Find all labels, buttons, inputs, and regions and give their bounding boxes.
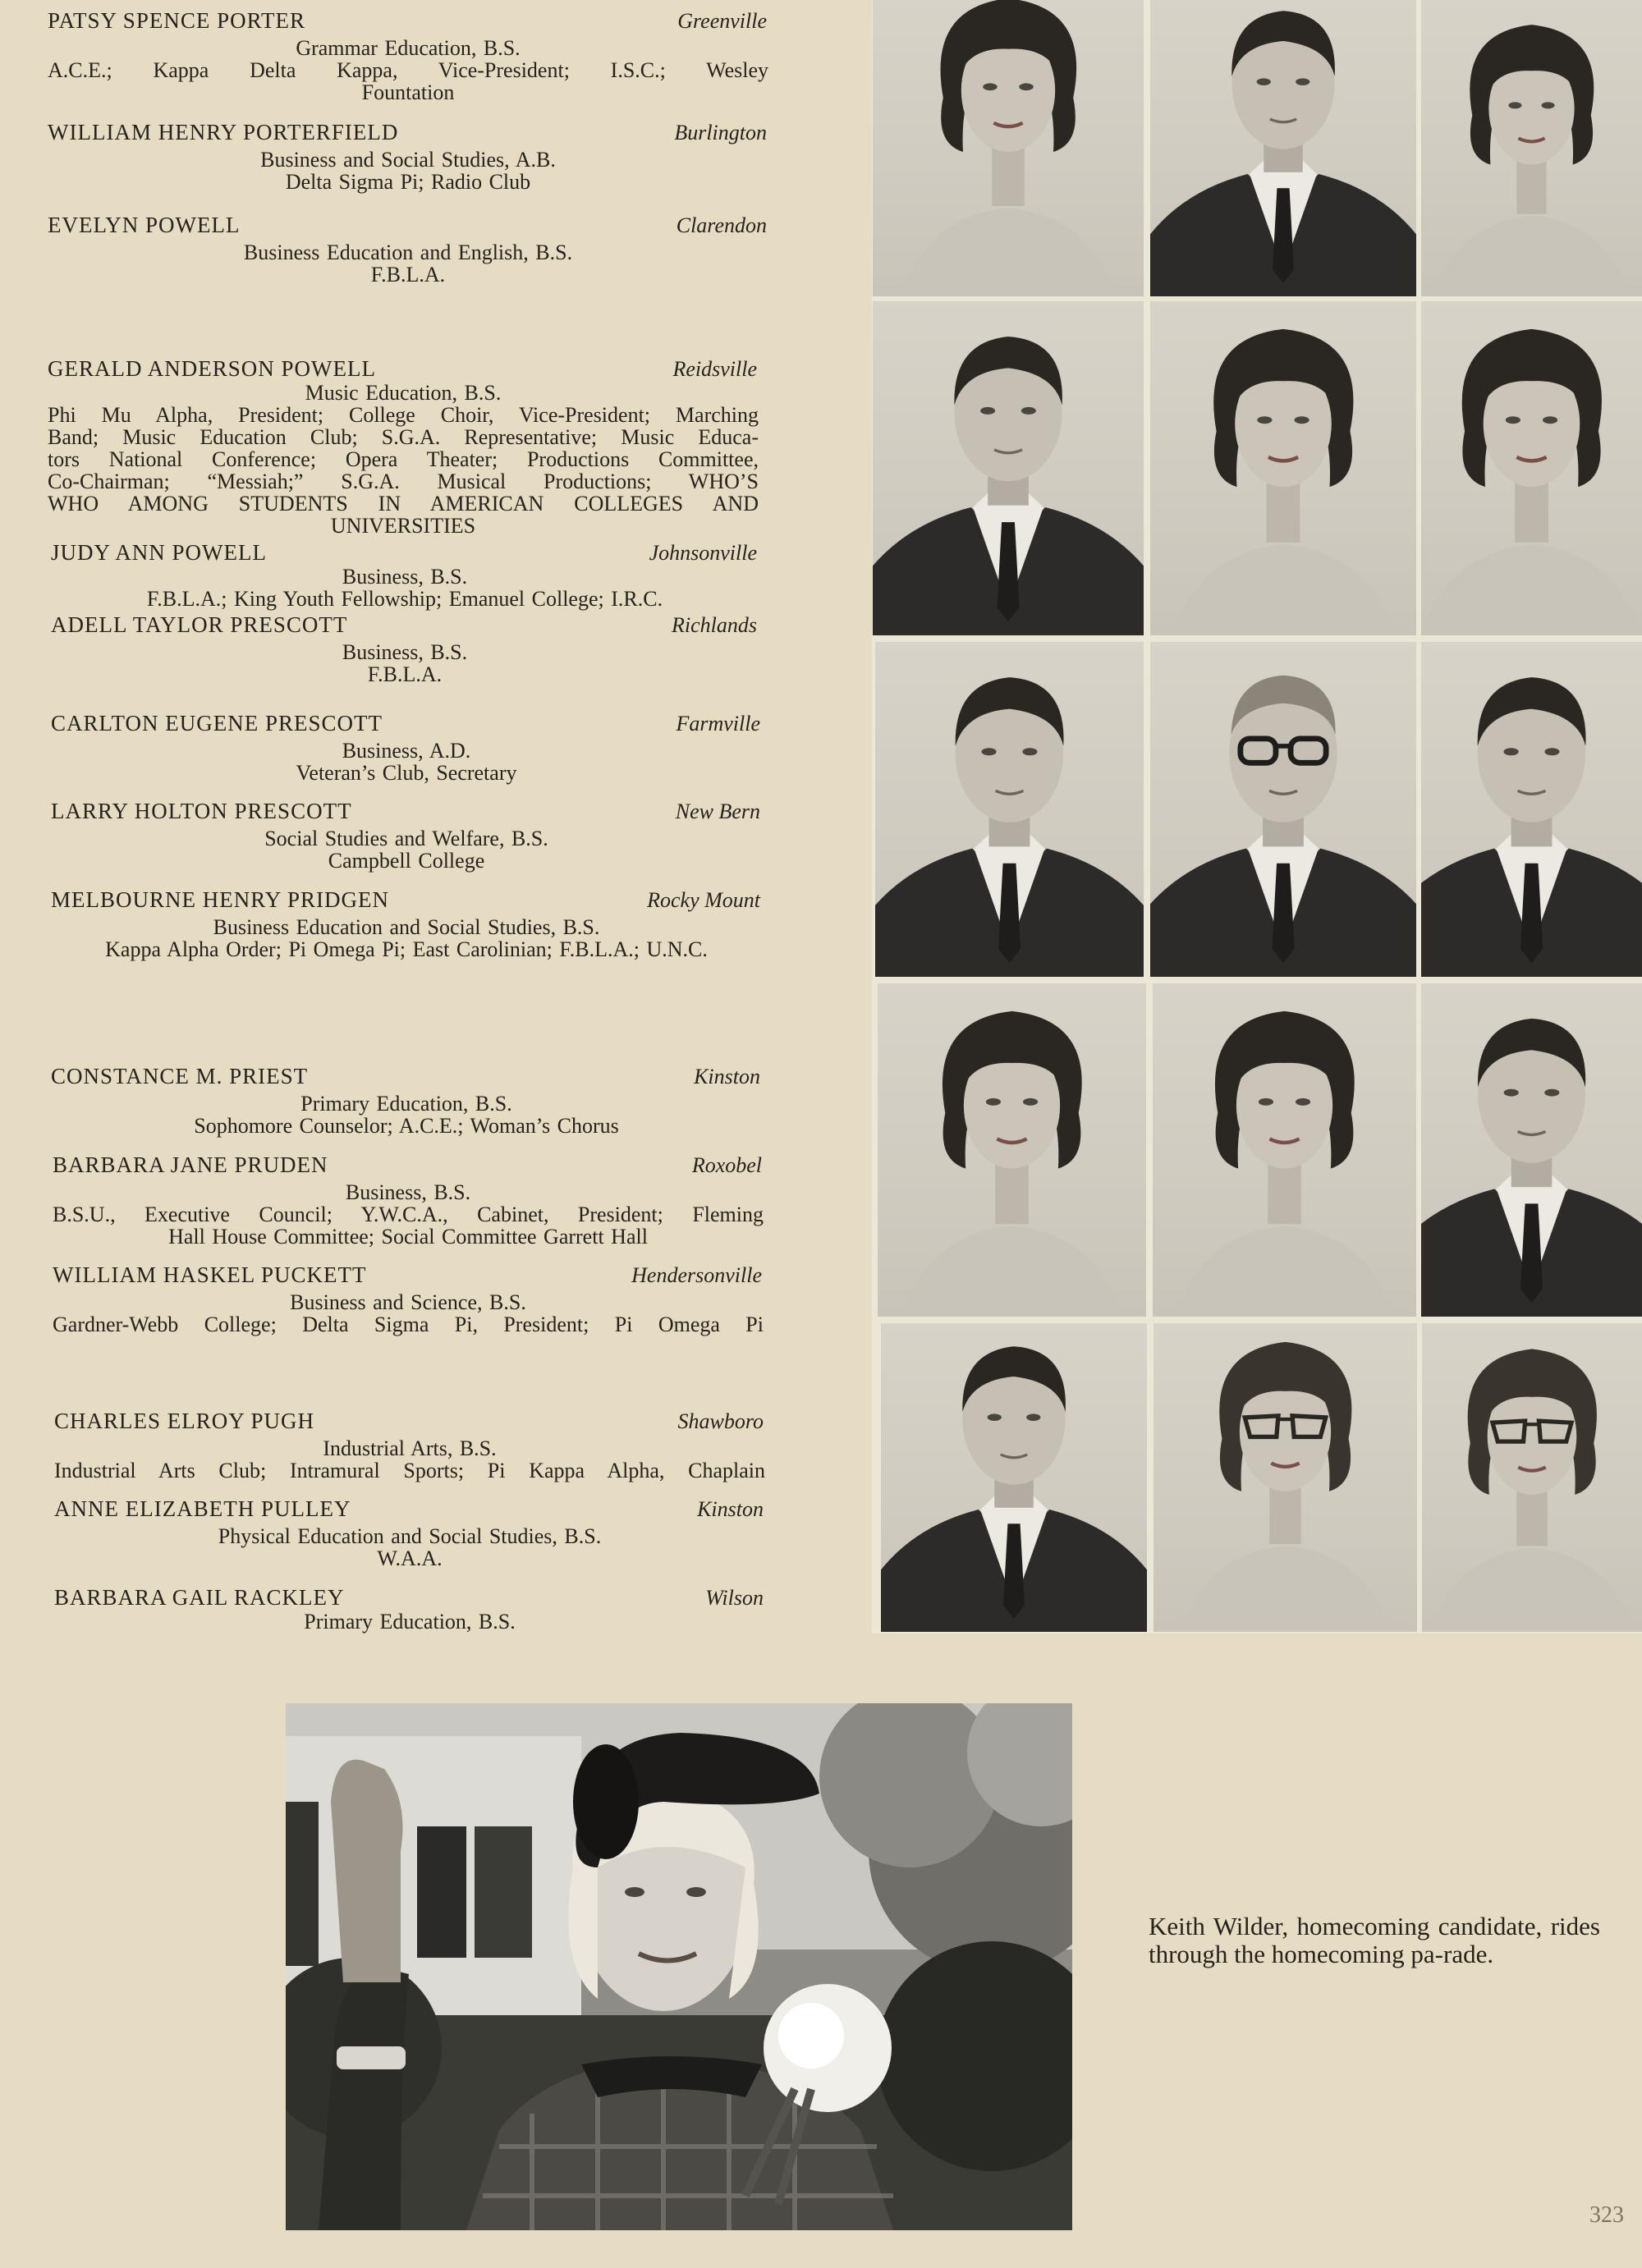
student-entry — [48, 120, 768, 193]
student-activities: Veteran’s Club, Secretary — [296, 761, 517, 785]
student-degree: Business Education and English, B.S. — [243, 241, 573, 264]
student-hometown: Clarendon — [676, 213, 767, 237]
student-entry — [51, 799, 762, 872]
student-activities: Hall House Committee; Social Committee Garrett Hall — [168, 1225, 648, 1249]
student-name: CARLTON EUGENE PRESCOTT — [51, 711, 383, 735]
student-degree: Business, B.S. — [342, 640, 468, 664]
student-portrait — [875, 642, 1144, 977]
student-degree: Social Studies and Welfare, B.S. — [264, 827, 548, 850]
student-hometown: Johnsonville — [649, 541, 757, 565]
student-degree: Grammar Education, B.S. — [296, 36, 521, 60]
student-entry — [51, 612, 759, 685]
student-hometown: Richlands — [672, 613, 757, 637]
student-name: ADELL TAYLOR PRESCOTT — [51, 612, 348, 637]
student-entry — [51, 540, 759, 610]
student-name: LARRY HOLTON PRESCOTT — [51, 799, 352, 823]
student-portrait — [1421, 0, 1642, 296]
student-degree: Business, A.D. — [342, 739, 471, 763]
student-name: PATSY SPENCE PORTER — [48, 8, 305, 33]
student-activities: F.B.L.A. — [370, 263, 446, 286]
page-number: 323 — [1589, 2202, 1624, 2228]
student-activities: B.S.U., Executive Council; Y.W.C.A., Cabinet, President; Fleming — [53, 1203, 764, 1226]
student-hometown: Wilson — [705, 1586, 764, 1610]
student-hometown: Greenville — [677, 9, 767, 33]
student-entry — [54, 1496, 765, 1569]
student-hometown: Rocky Mount — [647, 888, 760, 912]
student-portrait — [1421, 301, 1642, 635]
student-degree: Business Education and Social Studies, B.S. — [213, 915, 600, 939]
student-hometown: Reidsville — [672, 357, 757, 381]
student-activities: Kappa Alpha Order; Pi Omega Pi; East Carolinian; F.B.L.A.; U.N.C. — [105, 937, 708, 961]
student-name: WILLIAM HENRY PORTERFIELD — [48, 120, 399, 144]
student-portrait — [1421, 642, 1642, 977]
student-activities: Co-Chairman; “Messiah;” S.G.A. Musical Productions; WHO’S — [48, 470, 759, 493]
student-name: WILLIAM HASKEL PUCKETT — [53, 1262, 367, 1287]
student-portrait — [873, 301, 1144, 635]
student-name: MELBOURNE HENRY PRIDGEN — [51, 887, 390, 912]
student-portrait — [1154, 1323, 1417, 1632]
student-degree: Primary Education, B.S. — [300, 1092, 512, 1116]
student-name: JUDY ANN POWELL — [51, 540, 267, 565]
student-portrait — [1153, 983, 1416, 1317]
student-name: CHARLES ELROY PUGH — [54, 1409, 315, 1433]
student-entry — [53, 1152, 764, 1248]
student-degree: Industrial Arts, B.S. — [323, 1436, 497, 1460]
student-hometown: Roxobel — [691, 1153, 762, 1177]
student-activities: tors National Conference; Opera Theater; Productions Committee, — [48, 447, 759, 471]
student-degree: Primary Education, B.S. — [304, 1610, 516, 1633]
student-activities: Campbell College — [328, 849, 485, 873]
student-activities: WHO AMONG STUDENTS IN AMERICAN COLLEGES AND — [48, 492, 759, 515]
student-degree: Business, B.S. — [345, 1180, 471, 1204]
student-activities: Gardner-Webb College; Delta Sigma Pi, President; Pi Omega Pi — [53, 1313, 764, 1336]
student-portrait — [1422, 1323, 1642, 1632]
student-name: CONSTANCE M. PRIEST — [51, 1064, 309, 1088]
student-degree: Music Education, B.S. — [305, 381, 502, 405]
student-hometown: Shawboro — [677, 1409, 764, 1433]
student-activities: Phi Mu Alpha, President; College Choir, Vice-President; Marching — [48, 403, 759, 427]
student-hometown: Farmville — [676, 712, 760, 735]
student-entry — [54, 1585, 765, 1633]
student-hometown: New Bern — [675, 800, 760, 823]
student-entry — [51, 711, 762, 784]
student-portrait — [873, 0, 1144, 296]
student-name: BARBARA JANE PRUDEN — [53, 1152, 328, 1177]
student-activities: Industrial Arts Club; Intramural Sports; Pi Kappa Alpha, Chaplain — [54, 1459, 765, 1482]
student-name: ANNE ELIZABETH PULLEY — [54, 1496, 351, 1521]
student-activities: UNIVERSITIES — [330, 514, 476, 538]
student-entry — [51, 887, 762, 960]
student-activities: F.B.L.A.; King Youth Fellowship; Emanuel College; I.R.C. — [146, 587, 663, 611]
student-activities: Delta Sigma Pi; Radio Club — [285, 170, 531, 194]
student-hometown: Kinston — [697, 1497, 764, 1521]
student-portrait — [1150, 301, 1416, 635]
student-activities: Sophomore Counselor; A.C.E.; Woman’s Chorus — [194, 1114, 619, 1138]
photo-caption: Keith Wilder, homecoming candidate, rides through the homecoming pa-rade. — [1149, 1912, 1600, 1968]
student-degree: Business and Social Studies, A.B. — [260, 148, 556, 172]
student-hometown: Kinston — [694, 1065, 760, 1088]
student-name: EVELYN POWELL — [48, 213, 241, 237]
student-activities: A.C.E.; Kappa Delta Kappa, Vice-President; I.S.C.; Wesley — [48, 58, 768, 82]
student-activities: Band; Music Education Club; S.G.A. Representative; Music Educa- — [48, 425, 759, 449]
student-entry — [48, 356, 759, 537]
student-entry — [54, 1409, 765, 1482]
student-degree: Physical Education and Social Studies, B.S. — [218, 1524, 602, 1548]
student-entry — [51, 1064, 762, 1137]
student-hometown: Hendersonville — [631, 1263, 762, 1287]
homecoming-photo — [286, 1703, 1072, 2230]
student-entry — [53, 1262, 764, 1336]
student-portrait — [1150, 0, 1416, 296]
student-activities: W.A.A. — [377, 1546, 443, 1570]
student-degree: Business and Science, B.S. — [290, 1290, 526, 1314]
student-portrait — [1421, 983, 1642, 1317]
student-entry — [48, 8, 768, 103]
student-name: GERALD ANDERSON POWELL — [48, 356, 376, 381]
student-portrait — [878, 983, 1146, 1317]
student-name: BARBARA GAIL RACKLEY — [54, 1585, 345, 1610]
student-activities: Fountation — [361, 80, 455, 104]
student-entry — [48, 213, 768, 286]
student-activities: F.B.L.A. — [367, 662, 443, 686]
student-hometown: Burlington — [674, 121, 767, 144]
student-portrait — [881, 1323, 1147, 1632]
student-portrait — [1150, 642, 1416, 977]
student-degree: Business, B.S. — [342, 565, 468, 589]
